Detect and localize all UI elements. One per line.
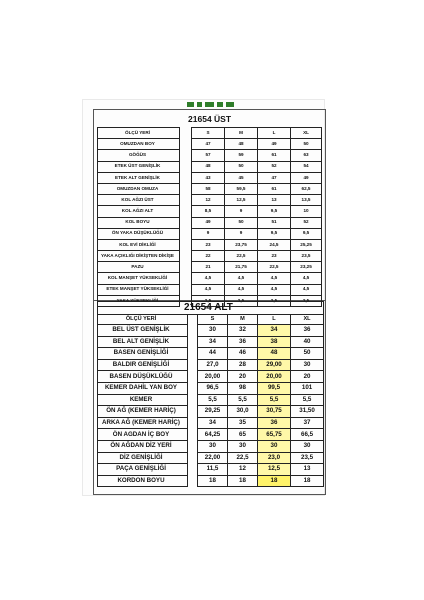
- size-value: 5,5: [198, 394, 228, 406]
- spacer-cell: [188, 475, 198, 487]
- table-row: [98, 359, 324, 371]
- size-value: 20,00: [198, 371, 228, 383]
- table-row: [98, 464, 324, 476]
- measure-point-label: KEMER DAHİL YAN BOY: [98, 382, 188, 394]
- size-value: 58: [192, 183, 225, 194]
- spacer-cell: [188, 359, 198, 371]
- measure-point-label: KEMER: [98, 394, 188, 406]
- size-value: 52: [291, 217, 322, 228]
- size-value: 23,0: [258, 452, 291, 464]
- size-value: 5,5: [228, 394, 258, 406]
- spacer-cell: [188, 394, 198, 406]
- size-value: 21,75: [225, 262, 258, 273]
- size-value: 48: [225, 139, 258, 150]
- table-row: [98, 195, 322, 206]
- spacer-cell: [180, 150, 192, 161]
- measure-point-label: ARKA AĞ (KEMER HARİÇ): [98, 417, 188, 429]
- spacer-cell: [188, 464, 198, 476]
- size-value: 18: [258, 475, 291, 487]
- size-value: 30: [228, 440, 258, 452]
- size-value: 57: [192, 150, 225, 161]
- header-size: XL: [291, 315, 324, 325]
- size-value: 38: [258, 336, 291, 348]
- table-row: [98, 336, 324, 348]
- size-value: 9: [225, 206, 258, 217]
- size-value: 9: [192, 228, 225, 239]
- top-table-title: 21654 ÜST: [188, 113, 232, 124]
- size-value: 40: [291, 336, 324, 348]
- spacer-cell: [188, 336, 198, 348]
- spacer-cell: [188, 440, 198, 452]
- bottom-table-title: 21654 ALT: [98, 302, 324, 315]
- measure-point-label: DİZ GENİŞLİĞİ: [98, 452, 188, 464]
- size-value: 29,00: [258, 359, 291, 371]
- table-row: [98, 371, 324, 383]
- spacer-cell: [180, 228, 192, 239]
- size-value: 20: [291, 371, 324, 383]
- size-value: 28: [228, 359, 258, 371]
- measure-point-label: ÖN AGDAN İÇ BOY: [98, 429, 188, 441]
- size-value: 36: [228, 336, 258, 348]
- size-value: 30: [198, 440, 228, 452]
- spacer-cell: [180, 161, 192, 172]
- size-value: 30: [291, 359, 324, 371]
- size-value: 50: [225, 217, 258, 228]
- size-value: 50: [225, 161, 258, 172]
- measure-point-label: BASEN GENİŞLİĞİ: [98, 348, 188, 360]
- bottom-size-table: [97, 301, 324, 487]
- size-value: 22,5: [225, 251, 258, 262]
- header-size: L: [258, 315, 291, 325]
- spacer-cell: [180, 273, 192, 284]
- size-value: 46: [228, 348, 258, 360]
- size-value: 22,00: [198, 452, 228, 464]
- spacer-cell: [180, 217, 192, 228]
- table-row: [98, 228, 322, 239]
- size-value: 99,5: [258, 382, 291, 394]
- size-value: 4,5: [291, 284, 322, 295]
- measure-point-label: KOL EVİ DİKLİĞİ: [98, 239, 180, 250]
- size-value: 2,5: [291, 295, 322, 306]
- spacer-cell: [188, 417, 198, 429]
- size-value: 35: [228, 417, 258, 429]
- table-row: [98, 348, 324, 360]
- size-value: 18: [198, 475, 228, 487]
- header-size: XL: [291, 128, 322, 139]
- size-value: 49: [258, 139, 291, 150]
- size-value: 49: [291, 172, 322, 183]
- size-value: 50: [291, 139, 322, 150]
- size-value: 9,5: [258, 228, 291, 239]
- measure-point-label: ÖN AĞ (KEMER HARİÇ): [98, 406, 188, 418]
- size-value: 9,5: [258, 206, 291, 217]
- green-tape-strip: [187, 102, 237, 107]
- size-value: 27,0: [198, 359, 228, 371]
- measure-point-label: ETEK ÜST GENİŞLİK: [98, 161, 180, 172]
- spacer-cell: [180, 128, 192, 139]
- size-value: 36: [291, 325, 324, 337]
- measure-point-label: KOL AĞZI ALT: [98, 206, 180, 217]
- measure-point-label: YAKA YÜKSEKLİĞİ: [98, 295, 180, 306]
- spacer-cell: [188, 406, 198, 418]
- size-value: 12: [192, 195, 225, 206]
- size-value: 18: [291, 475, 324, 487]
- spacer-cell: [188, 452, 198, 464]
- size-value: 34: [258, 325, 291, 337]
- size-value: 65: [228, 429, 258, 441]
- table-row: [98, 172, 322, 183]
- size-value: 59,5: [225, 183, 258, 194]
- spacer-cell: [180, 251, 192, 262]
- size-value: 23,5: [291, 251, 322, 262]
- size-value: 96,5: [198, 382, 228, 394]
- size-value: 64,25: [198, 429, 228, 441]
- table-row: [98, 273, 322, 284]
- measure-point-label: PAÇA GENİŞLİĞİ: [98, 464, 188, 476]
- size-value: 8,5: [192, 206, 225, 217]
- size-value: 5,5: [291, 394, 324, 406]
- size-value: 22,5: [258, 262, 291, 273]
- size-value: 30: [258, 440, 291, 452]
- header-size: M: [228, 315, 258, 325]
- size-value: 37: [291, 417, 324, 429]
- size-value: 66,5: [291, 429, 324, 441]
- measure-point-label: OMUZDAN OMUZA: [98, 183, 180, 194]
- size-value: 23: [192, 239, 225, 250]
- size-value: 59: [225, 150, 258, 161]
- size-value: 25,25: [291, 239, 322, 250]
- spacer-cell: [180, 262, 192, 273]
- size-value: 4,5: [192, 273, 225, 284]
- size-value: 4,5: [258, 273, 291, 284]
- size-value: 98: [228, 382, 258, 394]
- measure-point-label: ETEK ALT GENİŞLİK: [98, 172, 180, 183]
- measure-point-label: KOL AĞZI ÜST: [98, 195, 180, 206]
- size-value: 52: [258, 161, 291, 172]
- size-value: 23: [258, 251, 291, 262]
- size-value: 23,5: [291, 452, 324, 464]
- size-value: 21: [192, 262, 225, 273]
- table-row: [98, 251, 322, 262]
- spacer-cell: [180, 195, 192, 206]
- size-value: 11,5: [198, 464, 228, 476]
- spacer-cell: [180, 183, 192, 194]
- table-row: [98, 429, 324, 441]
- size-value: 23,75: [225, 239, 258, 250]
- measure-point-label: PAZU: [98, 262, 180, 273]
- spacer-cell: [188, 382, 198, 394]
- measure-point-label: YAKA AÇIKLIĞI DİKİŞTEN DİKİŞE: [98, 251, 180, 262]
- table-row: [98, 325, 324, 337]
- spacer-cell: [188, 315, 198, 325]
- spacer-cell: [180, 206, 192, 217]
- measure-point-label: KORDON BOYU: [98, 475, 188, 487]
- table-row: [98, 206, 322, 217]
- table-row: [98, 150, 322, 161]
- size-value: 29,25: [198, 406, 228, 418]
- table-row: [98, 452, 324, 464]
- size-value: 36: [258, 417, 291, 429]
- size-value: 9,5: [291, 228, 322, 239]
- size-value: 61: [258, 150, 291, 161]
- measure-point-label: BALDIR GENİŞLİĞİ: [98, 359, 188, 371]
- size-value: 22,5: [228, 452, 258, 464]
- table-row: [98, 239, 322, 250]
- measure-point-label: BEL ALT GENİŞLİK: [98, 336, 188, 348]
- spacer-cell: [188, 325, 198, 337]
- size-value: 2,5: [192, 295, 225, 306]
- size-value: 62,5: [291, 183, 322, 194]
- size-value: 4,5: [225, 273, 258, 284]
- size-value: 13,5: [291, 195, 322, 206]
- size-value: 5,5: [258, 394, 291, 406]
- table-row: [98, 284, 322, 295]
- size-value: 30: [291, 440, 324, 452]
- table-row: [98, 262, 322, 273]
- table-row: [98, 217, 322, 228]
- size-value: 34: [198, 336, 228, 348]
- size-value: 61: [258, 183, 291, 194]
- measure-point-label: OMUZDAN BOY: [98, 139, 180, 150]
- size-value: 43: [192, 172, 225, 183]
- spacer-cell: [188, 429, 198, 441]
- size-value: 4,5: [225, 284, 258, 295]
- header-measure-point: ÖLÇÜ YERİ: [98, 315, 188, 325]
- table-row: [98, 417, 324, 429]
- size-value: 30,0: [228, 406, 258, 418]
- size-value: 4,5: [192, 284, 225, 295]
- size-value: 20,00: [258, 371, 291, 383]
- measure-point-label: BEL ÜST GENİŞLİK: [98, 325, 188, 337]
- table-header-row: [98, 315, 324, 325]
- size-value: 9: [225, 228, 258, 239]
- size-value: 101: [291, 382, 324, 394]
- size-value: 65,75: [258, 429, 291, 441]
- header-measure-point: ÖLÇÜ YERİ: [98, 128, 180, 139]
- measure-point-label: BASEN DÜŞÜKLÜĞÜ: [98, 371, 188, 383]
- size-value: 44: [198, 348, 228, 360]
- header-size: L: [258, 128, 291, 139]
- size-value: 13: [258, 195, 291, 206]
- size-value: 12,5: [225, 195, 258, 206]
- size-value: 48: [258, 348, 291, 360]
- size-value: 2,5: [225, 295, 258, 306]
- size-value: 4,5: [258, 284, 291, 295]
- size-value: 31,50: [291, 406, 324, 418]
- table-row: [98, 161, 322, 172]
- size-value: 51: [258, 217, 291, 228]
- size-value: 47: [258, 172, 291, 183]
- header-size: M: [225, 128, 258, 139]
- spacer-cell: [180, 139, 192, 150]
- spacer-cell: [188, 371, 198, 383]
- size-value: 30,75: [258, 406, 291, 418]
- measure-point-label: ÖN AĞDAN DİZ YERİ: [98, 440, 188, 452]
- size-value: 45: [225, 172, 258, 183]
- measure-point-label: KOL BOYU: [98, 217, 180, 228]
- table-row: [98, 475, 324, 487]
- header-size: S: [198, 315, 228, 325]
- size-value: 54: [291, 161, 322, 172]
- spacer-cell: [180, 284, 192, 295]
- spacer-cell: [180, 172, 192, 183]
- size-value: 12,5: [258, 464, 291, 476]
- measure-point-label: GÖĞÜS: [98, 150, 180, 161]
- table-row: [98, 406, 324, 418]
- size-value: 47: [192, 139, 225, 150]
- size-value: 4,5: [291, 273, 322, 284]
- table-row: [98, 139, 322, 150]
- measure-point-label: ÖN YAKA DÜŞÜKLÜĞÜ: [98, 228, 180, 239]
- size-value: 34: [198, 417, 228, 429]
- header-size: S: [192, 128, 225, 139]
- table-header-row: [98, 128, 322, 139]
- spacer-cell: [180, 239, 192, 250]
- size-value: 22: [192, 251, 225, 262]
- table-row: [98, 183, 322, 194]
- size-value: 20: [228, 371, 258, 383]
- size-value: 49: [192, 217, 225, 228]
- size-value: 2,5: [258, 295, 291, 306]
- size-value: 30: [198, 325, 228, 337]
- size-value: 23,25: [291, 262, 322, 273]
- measure-point-label: KOL MANŞET YÜKSEKLİĞİ: [98, 273, 180, 284]
- size-value: 12: [228, 464, 258, 476]
- table-row: [98, 382, 324, 394]
- size-value: 10: [291, 206, 322, 217]
- size-value: 24,5: [258, 239, 291, 250]
- top-size-table: [97, 111, 322, 307]
- size-value: 63: [291, 150, 322, 161]
- table-row: [98, 394, 324, 406]
- measure-point-label: ETEK MANŞET YÜKSEKLİĞİ: [98, 284, 180, 295]
- size-value: 18: [228, 475, 258, 487]
- size-value: 48: [192, 161, 225, 172]
- size-value: 50: [291, 348, 324, 360]
- size-value: 13: [291, 464, 324, 476]
- size-value: 32: [228, 325, 258, 337]
- spacer-cell: [188, 348, 198, 360]
- table-row: [98, 440, 324, 452]
